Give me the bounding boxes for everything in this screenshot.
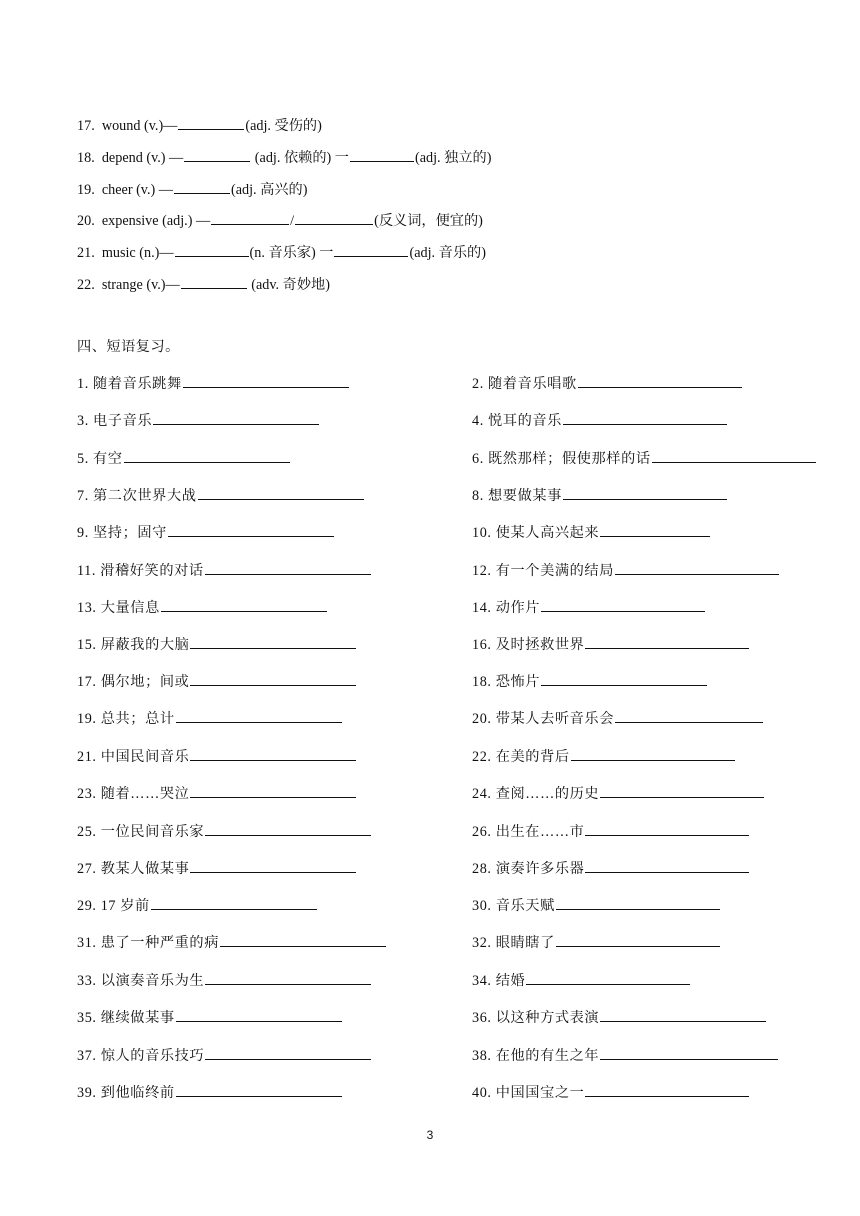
phrase-number: 1.	[77, 376, 89, 392]
answer-blank[interactable]	[190, 671, 356, 686]
word-item-21	[77, 242, 486, 263]
phrase-text: 有空	[93, 451, 123, 467]
phrase-item	[472, 932, 721, 953]
phrase-item	[472, 485, 728, 506]
phrase-number: 23.	[77, 786, 97, 802]
answer-blank[interactable]	[205, 1045, 371, 1060]
phrase-item	[472, 560, 780, 581]
phrase-text: 既然那样；假使那样的话	[488, 451, 651, 467]
phrase-text: 在美的背后	[495, 749, 570, 765]
phrase-item	[77, 373, 350, 394]
answer-blank[interactable]	[168, 522, 334, 537]
word-item-20	[77, 210, 483, 231]
item-number: 22.	[77, 277, 95, 293]
item-number: 19.	[77, 182, 95, 198]
answer-blank[interactable]	[161, 597, 327, 612]
phrase-item	[77, 1082, 343, 1103]
answer-blank[interactable]	[176, 1007, 342, 1022]
phrase-number: 31.	[77, 935, 97, 951]
answer-blank[interactable]	[334, 242, 408, 257]
phrase-item	[472, 1082, 750, 1103]
answer-blank[interactable]	[585, 634, 749, 649]
phrase-item	[77, 1045, 372, 1066]
phrase-item	[77, 746, 357, 767]
item-number: 21.	[77, 245, 95, 261]
answer-blank[interactable]	[541, 671, 707, 686]
item-text: wound (v.)—	[101, 118, 178, 134]
phrase-number: 6.	[472, 451, 484, 467]
phrase-number: 4.	[472, 413, 484, 429]
phrase-number: 2.	[472, 376, 484, 392]
item-text: expensive (adj.) —	[101, 213, 211, 229]
phrase-item	[472, 1045, 779, 1066]
phrase-text: 音乐天赋	[495, 898, 555, 914]
phrase-item	[472, 410, 728, 431]
answer-blank[interactable]	[615, 708, 763, 723]
answer-blank[interactable]	[578, 373, 742, 388]
phrase-text: 带某人去听音乐会	[495, 711, 615, 727]
answer-blank[interactable]	[556, 932, 720, 947]
phrase-number: 26.	[472, 824, 492, 840]
phrase-item	[77, 821, 372, 842]
phrase-item	[77, 485, 365, 506]
answer-blank[interactable]	[175, 242, 249, 257]
phrase-text: 眼睛瞎了	[495, 935, 555, 951]
phrase-number: 30.	[472, 898, 492, 914]
phrase-text: 17 岁前	[100, 898, 150, 914]
section-heading: 四、短语复习。	[77, 339, 180, 355]
phrase-number: 10.	[472, 525, 492, 541]
phrase-number: 34.	[472, 973, 492, 989]
phrase-number: 13.	[77, 600, 97, 616]
answer-blank[interactable]	[350, 147, 414, 162]
phrase-number: 40.	[472, 1085, 492, 1101]
phrase-item	[77, 448, 291, 469]
phrase-text: 患了一种严重的病	[100, 935, 220, 951]
phrase-item	[472, 522, 711, 543]
phrase-item	[472, 858, 750, 879]
answer-blank[interactable]	[183, 373, 349, 388]
phrase-number: 17.	[77, 674, 97, 690]
phrase-text: 屏蔽我的大脑	[100, 637, 190, 653]
phrase-number: 29.	[77, 898, 97, 914]
answer-blank[interactable]	[205, 821, 371, 836]
item-text: music (n.)—	[101, 245, 174, 261]
item-text: cheer (v.) —	[101, 182, 173, 198]
answer-blank[interactable]	[585, 1082, 749, 1097]
phrase-text: 结婚	[495, 973, 526, 989]
phrase-text: 教某人做某事	[100, 861, 190, 877]
phrase-text: 有一个美满的结局	[495, 563, 615, 579]
answer-blank[interactable]	[563, 485, 727, 500]
phrase-item	[472, 895, 721, 916]
answer-blank[interactable]	[181, 274, 247, 289]
phrase-text: 演奏许多乐器	[495, 861, 585, 877]
phrase-item	[472, 783, 765, 804]
word-item-18	[77, 147, 491, 168]
phrase-number: 37.	[77, 1048, 97, 1064]
phrase-text: 中国民间音乐	[100, 749, 190, 765]
phrase-number: 21.	[77, 749, 97, 765]
phrase-text: 偶尔地；间或	[100, 674, 190, 690]
phrase-item	[77, 932, 387, 953]
answer-blank[interactable]	[205, 560, 371, 575]
phrase-number: 7.	[77, 488, 89, 504]
answer-blank[interactable]	[190, 858, 356, 873]
phrase-text: 出生在……市	[495, 824, 585, 840]
page-number: 3	[426, 1128, 434, 1142]
phrase-text: 大量信息	[100, 600, 160, 616]
phrase-number: 15.	[77, 637, 97, 653]
phrase-item	[472, 448, 817, 469]
answer-blank[interactable]	[526, 970, 690, 985]
phrase-text: 随着音乐唱歌	[488, 376, 577, 392]
item-text: (反义词，便宜的)	[374, 213, 483, 229]
phrase-number: 22.	[472, 749, 492, 765]
phrase-item	[77, 634, 357, 655]
phrase-number: 28.	[472, 861, 492, 877]
phrase-text: 随着音乐跳舞	[93, 376, 182, 392]
item-number: 17.	[77, 118, 95, 134]
phrase-number: 33.	[77, 973, 97, 989]
item-text: (adj. 高兴的)	[231, 182, 308, 198]
phrase-item	[472, 634, 750, 655]
item-number: 20.	[77, 213, 95, 229]
phrase-text: 查阅……的历史	[495, 786, 600, 802]
answer-blank[interactable]	[176, 708, 342, 723]
phrase-text: 总共；总计	[100, 711, 175, 727]
answer-blank[interactable]	[178, 115, 244, 130]
answer-blank[interactable]	[585, 821, 749, 836]
word-item-22	[77, 274, 330, 295]
phrase-item	[77, 895, 318, 916]
item-text: (adj. 依赖的) 一	[251, 150, 349, 166]
phrase-item	[472, 597, 706, 618]
item-text: (adj. 受伤的)	[245, 118, 322, 134]
phrase-item	[77, 1007, 343, 1028]
phrase-text: 以演奏音乐为生	[100, 973, 205, 989]
phrase-item	[472, 1007, 767, 1028]
item-text: (adj. 音乐的)	[409, 245, 486, 261]
item-text: strange (v.)—	[101, 277, 180, 293]
phrase-item	[77, 597, 328, 618]
phrase-text: 一位民间音乐家	[100, 824, 205, 840]
answer-blank[interactable]	[600, 1045, 778, 1060]
phrase-item	[472, 671, 708, 692]
item-text: depend (v.) —	[101, 150, 184, 166]
phrase-number: 38.	[472, 1048, 492, 1064]
answer-blank[interactable]	[198, 485, 364, 500]
answer-blank[interactable]	[184, 147, 250, 162]
phrase-number: 19.	[77, 711, 97, 727]
phrase-number: 18.	[472, 674, 492, 690]
phrase-number: 12.	[472, 563, 492, 579]
answer-blank[interactable]	[600, 1007, 766, 1022]
phrase-text: 坚持；固守	[93, 525, 167, 541]
phrase-text: 悦耳的音乐	[488, 413, 562, 429]
phrase-number: 27.	[77, 861, 97, 877]
phrase-text: 第二次世界大战	[93, 488, 197, 504]
phrase-number: 8.	[472, 488, 484, 504]
phrase-text: 电子音乐	[93, 413, 153, 429]
phrase-number: 9.	[77, 525, 89, 541]
answer-blank[interactable]	[153, 410, 319, 425]
answer-blank[interactable]	[190, 634, 356, 649]
phrase-item	[472, 970, 691, 991]
phrase-item	[77, 522, 335, 543]
answer-blank[interactable]	[295, 210, 373, 225]
word-item-19	[77, 179, 307, 200]
phrase-text: 在他的有生之年	[495, 1048, 600, 1064]
phrase-number: 39.	[77, 1085, 97, 1101]
phrase-item	[472, 746, 736, 767]
phrase-text: 中国国宝之一	[495, 1085, 585, 1101]
answer-blank[interactable]	[571, 746, 735, 761]
phrase-item	[472, 373, 743, 394]
answer-blank[interactable]	[211, 210, 289, 225]
answer-blank[interactable]	[176, 1082, 342, 1097]
phrase-number: 32.	[472, 935, 492, 951]
phrase-number: 36.	[472, 1010, 492, 1026]
answer-blank[interactable]	[190, 783, 356, 798]
item-text: (n. 音乐家) 一	[249, 245, 334, 261]
phrase-text: 到他临终前	[100, 1085, 175, 1101]
phrase-item	[77, 783, 357, 804]
phrase-text: 继续做某事	[100, 1010, 175, 1026]
item-text: (adj. 独立的)	[414, 150, 492, 166]
answer-blank[interactable]	[615, 560, 779, 575]
phrase-text: 以这种方式表演	[495, 1010, 600, 1026]
phrase-item	[472, 821, 750, 842]
answer-blank[interactable]	[151, 895, 317, 910]
phrase-number: 16.	[472, 637, 492, 653]
phrase-text: 滑稽好笑的对话	[100, 563, 204, 579]
answer-blank[interactable]	[563, 410, 727, 425]
item-text: (adv. 奇妙地)	[247, 277, 330, 293]
phrase-number: 11.	[77, 563, 97, 579]
answer-blank[interactable]	[220, 932, 386, 947]
answer-blank[interactable]	[600, 783, 764, 798]
phrase-item	[77, 708, 343, 729]
answer-blank[interactable]	[556, 895, 720, 910]
phrase-text: 惊人的音乐技巧	[100, 1048, 205, 1064]
phrase-item	[77, 671, 357, 692]
phrase-item	[77, 560, 372, 581]
answer-blank[interactable]	[600, 522, 710, 537]
phrase-item	[77, 410, 320, 431]
phrase-number: 24.	[472, 786, 492, 802]
phrase-number: 3.	[77, 413, 89, 429]
phrase-number: 35.	[77, 1010, 97, 1026]
answer-blank[interactable]	[190, 746, 356, 761]
phrase-number: 5.	[77, 451, 89, 467]
phrase-number: 25.	[77, 824, 97, 840]
phrase-number: 20.	[472, 711, 492, 727]
phrase-text: 恐怖片	[495, 674, 541, 690]
answer-blank[interactable]	[585, 858, 749, 873]
phrase-text: 想要做某事	[488, 488, 562, 504]
phrase-text: 使某人高兴起来	[495, 525, 600, 541]
item-text: /	[290, 213, 295, 229]
phrase-item	[472, 708, 764, 729]
item-number: 18.	[77, 150, 95, 166]
phrase-number: 14.	[472, 600, 492, 616]
word-item-17	[77, 115, 322, 136]
answer-blank[interactable]	[124, 448, 290, 463]
phrase-item	[77, 858, 357, 879]
answer-blank[interactable]	[652, 448, 816, 463]
answer-blank[interactable]	[541, 597, 705, 612]
answer-blank[interactable]	[205, 970, 371, 985]
answer-blank[interactable]	[174, 179, 230, 194]
phrase-text: 及时拯救世界	[495, 637, 585, 653]
phrase-item	[77, 970, 372, 991]
phrase-text: 动作片	[495, 600, 541, 616]
phrase-text: 随着……哭泣	[100, 786, 190, 802]
